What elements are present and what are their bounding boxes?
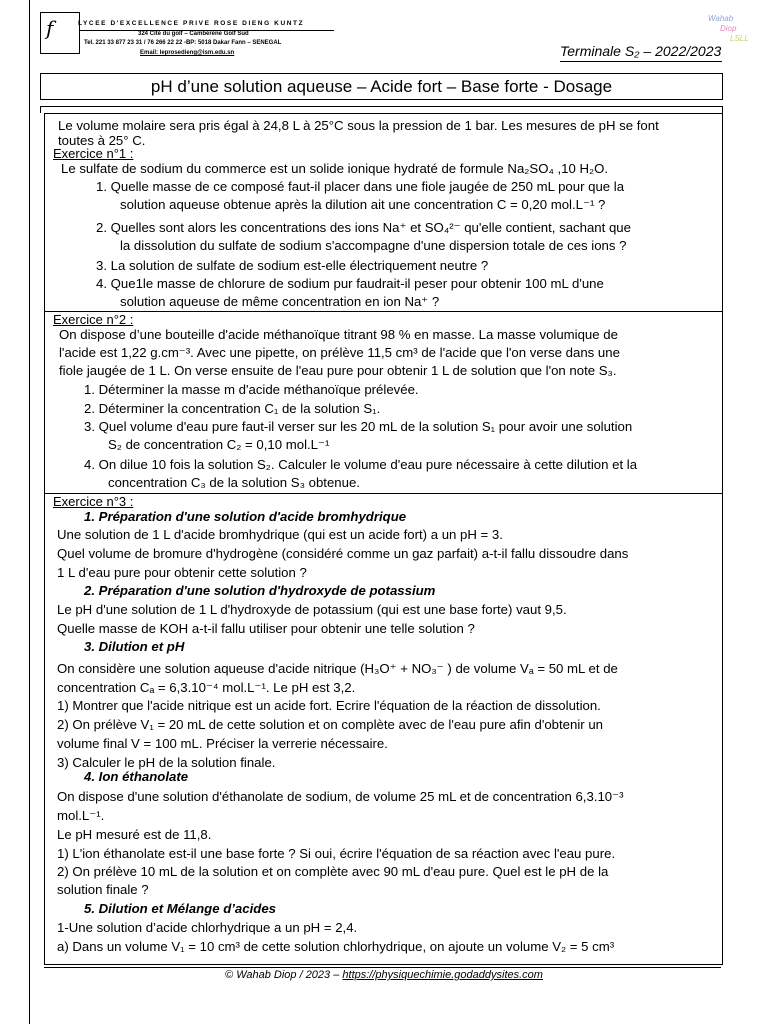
school-name: LYCEE D'EXCELLENCE PRIVE ROSE DIENG KUNTZ (78, 20, 305, 27)
exercise-2-line: 3. Quel volume d'eau pure faut-il verser sur les 20 mL de la solution S₁ pour avoir une solution (84, 419, 633, 434)
exercise-3-line: Quelle masse de KOH a-t-il fallu utiliser pour obtenir une telle solution ? (57, 621, 475, 636)
exercise-3-line: 2) On prélève V₁ = 20 mL de cette solution et on complète avec de l'eau pure afin d'obtenir un (57, 717, 603, 732)
exercise-2-line: l'acide est 1,22 g.cm⁻³. Avec une pipette, on prélève 11,5 cm³ de l'acide que l'on verse dans une (59, 345, 620, 360)
school-email: Email: leprosedieng@ism.edu.sn (140, 50, 235, 56)
brand-mark (708, 14, 749, 44)
exercise-1-title: Exercice n°1 : (53, 146, 134, 161)
class-year: Terminale S₂ – 2022/2023 (560, 43, 722, 59)
exercise-3-heading: 3. Dilution et pH (84, 639, 185, 654)
exercise-3-line: mol.L⁻¹. (57, 808, 105, 823)
exercise-2-line: 2. Déterminer la concentration C₁ de la solution S₁. (84, 401, 381, 416)
top-bracket (40, 106, 723, 113)
intro-line: toutes à 25° C. (58, 133, 146, 148)
exercise-1-line: la dissolution du sulfate de sodium s'accompagne d'une dispersion totale de ces ions ? (120, 238, 627, 253)
brand-line-2: Diop (720, 24, 737, 33)
exercise-3-line: Le pH d'une solution de 1 L d'hydroxyde de potassium (qui est une base forte) vaut 9,5. (57, 602, 567, 617)
exercise-separator (44, 493, 723, 494)
school-address: 324 Cité du golf – Cambérène Golf Sud (138, 31, 249, 37)
exercise-3-heading: 1. Préparation d'une solution d'acide bromhydrique (84, 509, 407, 524)
exercise-2-line: 4. On dilue 10 fois la solution S₂. Calculer le volume d'eau pure nécessaire à cette dilution et la (84, 457, 638, 472)
exercise-3-heading: 5. Dilution et Mélange d’acides (84, 901, 276, 916)
exercise-3-line: 1-Une solution d’acide chlorhydrique a un pH = 2,4. (57, 920, 358, 935)
exercise-3-heading: 2. Préparation d'une solution d'hydroxyde de potassium (84, 583, 436, 598)
exercise-3-line: 1) Montrer que l'acide nitrique est un acide fort. Ecrire l'équation de la réaction de dissolution. (57, 698, 601, 713)
exercise-3-line: On dispose d'une solution d'éthanolate de sodium, de volume 25 mL et de concentration 6,3.10⁻³ (57, 789, 624, 804)
exercise-3-line: volume final V = 100 mL. Préciser la verrerie nécessaire. (57, 736, 388, 751)
brand-line-1: Wahab (708, 14, 734, 23)
left-margin-rule (29, 0, 30, 1024)
exercise-3-line: concentration Cₐ = 6,3.10⁻⁴ mol.L⁻¹. Le pH est 3,2. (57, 680, 356, 695)
exercise-3-line: 3) Calculer le pH de la solution finale. (57, 755, 276, 770)
intro-line: Le volume molaire sera pris égal à 24,8 L à 25°C sous la pression de 1 bar. Les mesures de pH se font (58, 118, 659, 133)
footer (0, 969, 768, 981)
footer-rule (44, 967, 721, 968)
exercise-separator (44, 311, 723, 312)
exercise-3-line: 1 L d'eau pure pour obtenir cette solution ? (57, 565, 307, 580)
exercise-3-line: a) Dans un volume V₁ = 10 cm³ de cette solution chlorhydrique, on ajoute un volume V₂ = 5 cm³ (57, 939, 615, 954)
footer-link[interactable]: https://physiquechimie.godaddysites.com (342, 969, 543, 981)
exercise-3-line: solution finale ? (57, 882, 149, 897)
school-phone: Tel. 221 33 877 23 31 / 76 266 22 22 -BP: 5018 Dakar Fann – SENEGAL (84, 40, 282, 46)
school-logo-glyph: f (46, 16, 54, 40)
exercise-3-line: 1) L'ion éthanolate est-il une base forte ? Si oui, écrire l'équation de sa réaction avec l'eau pure. (57, 846, 616, 861)
exercise-3-line: 2) On prélève 10 mL de la solution et on complète avec 90 mL d'eau pure. Quel est le pH de la (57, 864, 609, 879)
exercise-2-line: concentration C₃ de la solution S₃ obtenue. (108, 475, 360, 490)
exercise-3-line: Quel volume de bromure d'hydrogène (considéré comme un gaz parfait) a-t-il fallu dissoudre dans (57, 546, 629, 561)
exercise-2-line: fiole jaugée de 1 L. On verse ensuite de l'eau pure pour obtenir 1 L de solution que l'on note S₃. (59, 363, 617, 378)
exercise-2-line: S₂ de concentration C₂ = 0,10 mol.L⁻¹ (108, 437, 330, 452)
exercise-1-line: 2. Quelles sont alors les concentrations des ions Na⁺ et SO₄²⁻ qu'elle contient, sachant que (96, 220, 631, 235)
page-title: pH d’une solution aqueuse – Acide fort – Base forte - Dosage (40, 73, 723, 100)
footer-credit: © Wahab Diop / 2023 – (225, 969, 340, 981)
class-year-underline (560, 61, 722, 62)
exercise-1-line: solution aqueuse de même concentration en ion Na⁺ ? (120, 294, 440, 309)
exercise-1-lead: Le sulfate de sodium du commerce est un solide ionique hydraté de formule Na₂SO₄ ,10 H₂O. (61, 161, 609, 176)
exercise-1-line: 1. Quelle masse de ce composé faut-il placer dans une fiole jaugée de 250 mL pour que la (96, 179, 625, 194)
exercise-3-heading: 4. Ion éthanolate (84, 769, 189, 784)
exercise-3-title: Exercice n°3 : (53, 494, 134, 509)
exercise-2-line: On dispose d’une bouteille d'acide méthanoïque titrant 98 % en masse. La masse volumique de (59, 327, 618, 342)
exercise-3-line: On considère une solution aqueuse d'acide nitrique (H₃O⁺ + NO₃⁻ ) de volume Vₐ = 50 mL et de (57, 661, 618, 676)
brand-line-3: LSLL (730, 34, 749, 43)
exercise-3-line: Le pH mesuré est de 11,8. (57, 827, 212, 842)
exercise-1-line: 4. Que1le masse de chlorure de sodium pur faudrait-il peser pour obtenir 100 mL d'une (96, 276, 604, 291)
exercise-2-line: 1. Déterminer la masse m d'acide méthanoïque prélevée. (84, 382, 419, 397)
exercise-1-line: solution aqueuse obtenue après la dilution ait une concentration C = 0,20 mol.L⁻¹ ? (120, 197, 606, 212)
exercise-2-title: Exercice n°2 : (53, 312, 134, 327)
exercise-3-line: Une solution de 1 L d'acide bromhydrique (qui est un acide fort) a un pH = 3. (57, 527, 503, 542)
exercise-1-line: 3. La solution de sulfate de sodium est-elle électriquement neutre ? (96, 258, 489, 273)
